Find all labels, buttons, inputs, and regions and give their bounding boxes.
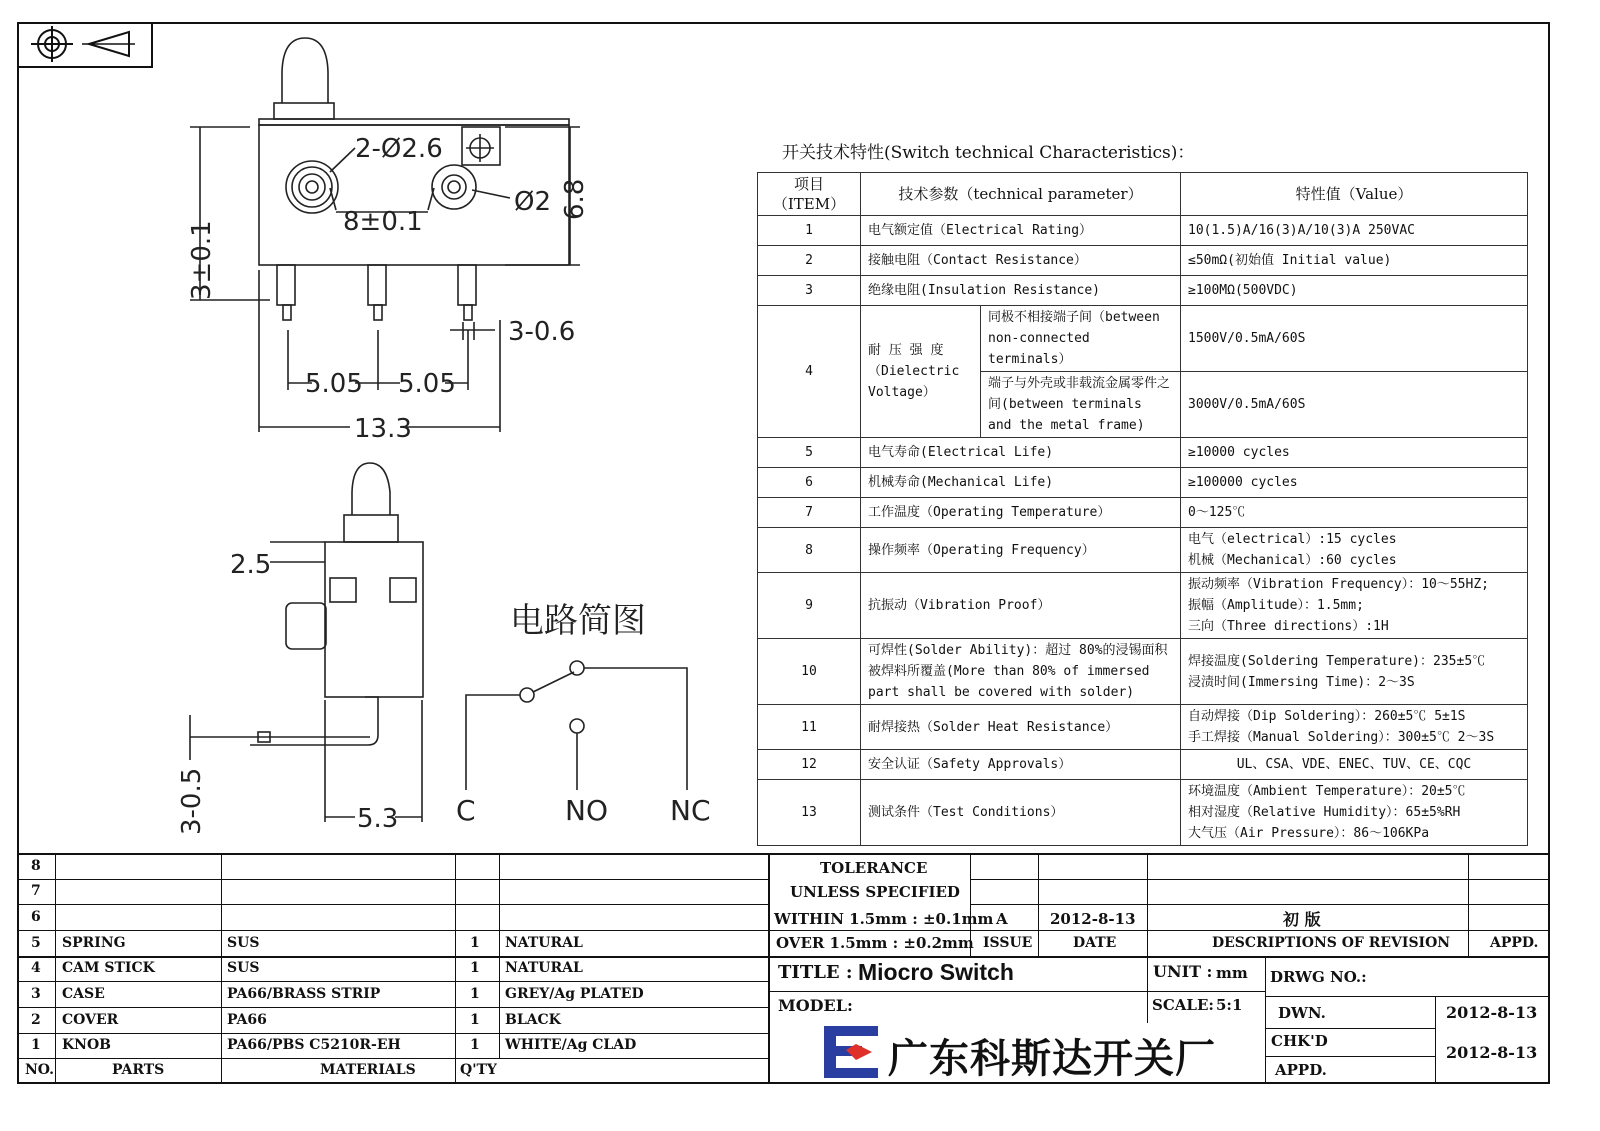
rev-header-desc: DESCRIPTIONS OF REVISION [1212,935,1451,951]
scale-value: 5:1 [1216,996,1243,1014]
unit-label: UNIT : [1153,962,1213,981]
part-material: SUS [227,935,260,951]
company-name: 广东科斯达开关厂 [888,1036,1216,1082]
dim-holes: 2-Ø2.6 [355,134,443,164]
spec-param: 电气额定值（Electrical Rating） [861,216,1181,246]
row-no: 3 [31,986,41,1002]
spec-param: 抗振动（Vibration Proof） [861,573,1181,639]
part-material: PA66/BRASS STRIP [227,986,381,1002]
header-value: 特性值（Value） [1181,173,1528,216]
spec-item: 13 [758,780,861,846]
spec-sub-param: 同极不相接端子间（between non-connected terminals） [981,306,1181,372]
spec-value: 3000V/0.5mA/60S [1181,372,1528,438]
part-name: KNOB [62,1037,111,1053]
spec-param: 耐焊接热（Solder Heat Resistance） [861,705,1181,750]
part-finish: GREY/Ag PLATED [505,986,644,1002]
spec-item: 4 [758,306,861,438]
spec-item: 3 [758,276,861,306]
spec-param: 测试条件（Test Conditions） [861,780,1181,846]
row-no: 4 [31,960,41,976]
tolerance-line-2: UNLESS SPECIFIED [790,883,960,901]
part-finish: WHITE/Ag CLAD [505,1037,637,1053]
spec-item: 1 [758,216,861,246]
spec-param: 绝缘电阻(Insulation Resistance) [861,276,1181,306]
part-qty: 1 [470,986,480,1002]
dwn-label: DWN. [1278,1004,1326,1022]
rev-header-issue: ISSUE [983,935,1033,951]
spec-param: 电气寿命(Electrical Life) [861,438,1181,468]
dim-pitch-right: 5.05 [398,369,456,399]
header-materials: MATERIALS [320,1062,416,1078]
spec-item: 5 [758,438,861,468]
spec-value: ≥100MΩ(500VDC) [1181,276,1528,306]
spec-value: 振动频率（Vibration Frequency）：10～55HZ; 振幅（Amplitude）：1.5mm; 三向（Three directions）:1H [1181,573,1528,639]
spec-table [757,172,1528,846]
spec-value: ≤50mΩ(初始值 Initial value) [1181,246,1528,276]
side-view [190,463,423,822]
dim-side-width: 5.3 [357,804,399,834]
spec-item: 8 [758,528,861,573]
spec-param: 机械寿命(Mechanical Life) [861,468,1181,498]
part-finish: NATURAL [505,960,583,976]
unit-value: mm [1216,964,1248,982]
part-qty: 1 [470,1012,480,1028]
part-qty: 1 [470,960,480,976]
spec-value: UL、CSA、VDE、ENEC、TUV、CE、CQC [1181,750,1528,780]
spec-value: 0～125℃ [1181,498,1528,528]
spec-param: 操作频率（Operating Frequency） [861,528,1181,573]
spec-item: 9 [758,573,861,639]
spec-item: 12 [758,750,861,780]
circuit-title: 电路简图 [510,601,646,641]
dim-offset: 3±0.1 [187,220,217,300]
scale-label: SCALE: [1152,996,1214,1014]
tolerance-line-3: WITHIN 1.5mm : ±0.1mm [774,910,994,928]
rev-header-date: DATE [1073,935,1117,951]
row-no: 1 [31,1037,41,1053]
chkd-date: 2012-8-13 [1446,1043,1538,1062]
spec-value: 焊接温度(Soldering Temperature)：235±5℃ 浸渍时间(Immersing Time)：2～3S [1181,639,1528,705]
spec-item: 6 [758,468,861,498]
row-no: 6 [31,909,41,925]
spec-value: 1500V/0.5mA/60S [1181,306,1528,372]
rev-date: 2012-8-13 [1050,910,1136,928]
drwg-label: DRWG NO.: [1270,968,1367,986]
tolerance-line-4: OVER 1.5mm : ±0.2mm [776,934,974,952]
dim-height: 6.8 [560,178,590,220]
dim-pin-hole: Ø2 [514,187,552,217]
spec-item: 7 [758,498,861,528]
dim-pitch-left: 5.05 [305,369,363,399]
dwn-date: 2012-8-13 [1446,1003,1538,1022]
title-value: Miocro Switch [858,959,1014,985]
part-material: PA66/PBS C5210R-EH [227,1037,401,1053]
part-name: COVER [62,1012,119,1028]
circuit-label-c: C [456,794,476,827]
spec-value: ≥10000 cycles [1181,438,1528,468]
appd-label: APPD. [1275,1061,1327,1079]
spec-value: 电气（electrical）:15 cycles 机械（Mechanical）:60 cycles [1181,528,1528,573]
part-material: SUS [227,960,260,976]
header-item: 项目 （ITEM） [758,173,861,216]
part-name: CAM STICK [62,960,155,976]
circuit-label-no: NO [565,794,608,827]
spec-value: ≥100000 cycles [1181,468,1528,498]
dim-side-top: 2.5 [230,550,272,580]
rev-header-appd: APPD. [1490,935,1539,951]
row-no: 7 [31,883,41,899]
dim-pin-width: 3-0.6 [508,317,576,347]
tolerance-line-1: TOLERANCE [820,859,928,877]
header-param: 技术参数（technical parameter） [861,173,1181,216]
company-logo-icon [822,1024,880,1080]
spec-param: 可焊性(Solder Ability)：超过 80%的浸锡面积被焊料所覆盖(More than 80% of immersed part shall be covered with solder) [861,639,1181,705]
row-no: 2 [31,1012,41,1028]
spec-param: 耐 压 强 度 （Dielectric Voltage） [861,306,981,438]
part-qty: 1 [470,935,480,951]
part-name: SPRING [62,935,126,951]
spec-value: 环境温度（Ambient Temperature）：20±5℃ 相对湿度（Relative Humidity）：65±5%RH 大气压（Air Pressure）：86～106KPa [1181,780,1528,846]
part-finish: BLACK [505,1012,561,1028]
header-qty: Q'TY [460,1062,497,1078]
spec-item: 2 [758,246,861,276]
part-name: CASE [62,986,105,1002]
chkd-label: CHK'D [1271,1032,1328,1050]
spec-title: 开关技术特性(Switch technical Characteristics)： [782,143,1195,163]
circuit-label-nc: NC [670,794,711,827]
title-label: TITLE : [778,962,853,983]
header-no: NO. [25,1062,55,1078]
dim-hole-spacing: 8±0.1 [343,207,423,237]
spec-item: 11 [758,705,861,750]
dim-side-pin: 3-0.5 [177,767,207,835]
spec-param: 接触电阻（Contact Resistance） [861,246,1181,276]
spec-item: 10 [758,639,861,705]
model-label: MODEL: [778,996,853,1015]
row-no: 8 [31,858,41,874]
rev-description: 初 版 [1283,910,1321,929]
part-finish: NATURAL [505,935,583,951]
circuit-diagram [466,661,687,790]
dim-width: 13.3 [354,414,412,444]
spec-value: 自动焊接（Dip Soldering）：260±5℃ 5±1S 手工焊接（Manual Soldering）：300±5℃ 2～3S [1181,705,1528,750]
header-parts: PARTS [112,1062,165,1078]
rev-issue: A [996,910,1008,928]
spec-value: 10(1.5)A/16(3)A/10(3)A 250VAC [1181,216,1528,246]
part-qty: 1 [470,1037,480,1053]
part-material: PA66 [227,1012,267,1028]
spec-sub-param: 端子与外壳或非载流金属零件之间(between terminals and the metal frame) [981,372,1181,438]
spec-param: 安全认证（Safety Approvals） [861,750,1181,780]
spec-param: 工作温度（Operating Temperature） [861,498,1181,528]
row-no: 5 [31,935,41,951]
mechanical-drawing [0,0,760,850]
